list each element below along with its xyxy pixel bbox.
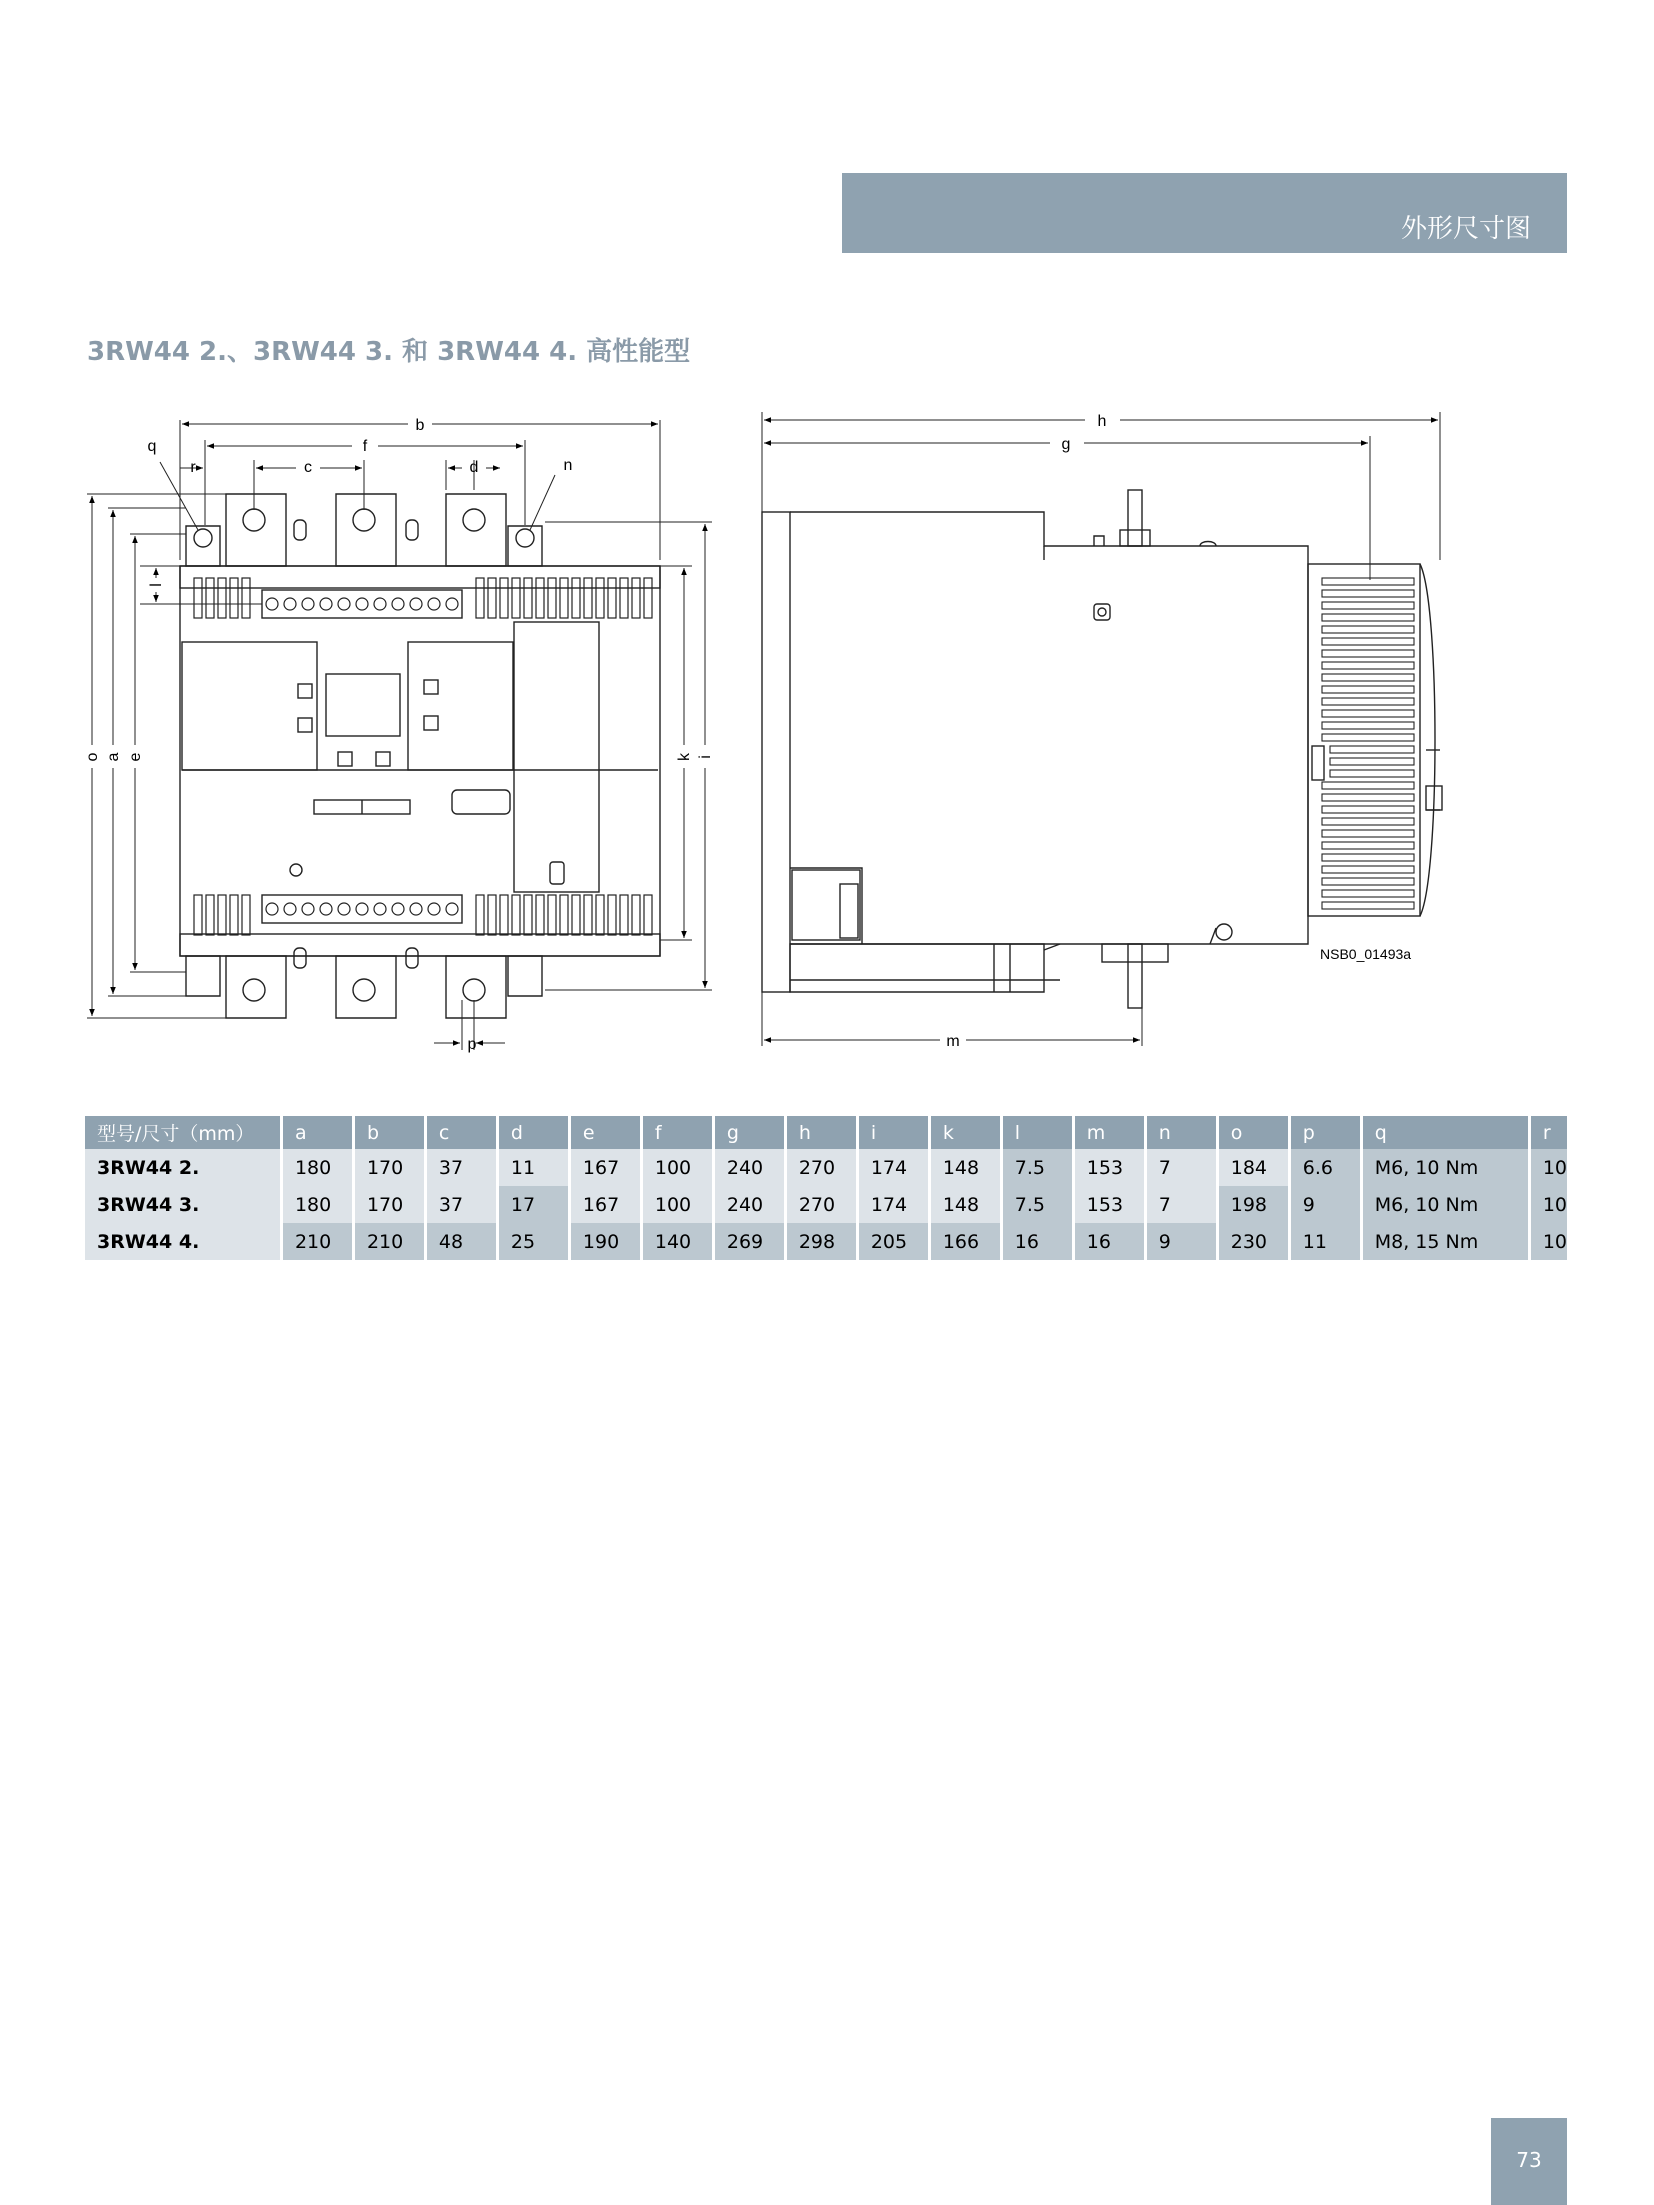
dim-label-p: p bbox=[467, 1036, 477, 1053]
table-cell: 240 bbox=[713, 1149, 785, 1186]
table-cell: 205 bbox=[857, 1223, 929, 1260]
table-header: 型号/尺寸（mm） bbox=[85, 1116, 281, 1149]
table-cell: 167 bbox=[569, 1186, 641, 1223]
table-cell: 7.5 bbox=[1001, 1149, 1073, 1186]
table-cell: M6, 10 Nm bbox=[1361, 1149, 1529, 1186]
table-cell: 10 bbox=[1529, 1186, 1567, 1223]
table-cell: 269 bbox=[713, 1223, 785, 1260]
dim-label-l: l bbox=[148, 583, 165, 587]
dimensions-table bbox=[85, 1116, 1567, 1260]
page-number-box bbox=[1491, 2118, 1567, 2205]
table-cell: 11 bbox=[1289, 1223, 1361, 1260]
table-cell: 11 bbox=[497, 1149, 569, 1186]
side-view bbox=[762, 490, 1442, 1008]
page-number: 73 bbox=[1516, 2148, 1542, 2172]
table-cell: 298 bbox=[785, 1223, 857, 1260]
side-dimension-labels bbox=[946, 413, 1411, 1050]
table-cell: 100 bbox=[641, 1149, 713, 1186]
table-cell: 184 bbox=[1217, 1149, 1289, 1186]
table-cell: 9 bbox=[1145, 1223, 1217, 1260]
dim-label-a: a bbox=[105, 752, 122, 762]
table-cell: 270 bbox=[785, 1186, 857, 1223]
table-cell: 230 bbox=[1217, 1223, 1289, 1260]
dim-label-e: e bbox=[127, 752, 144, 762]
table-cell: 48 bbox=[425, 1223, 497, 1260]
table-cell: 17 bbox=[497, 1186, 569, 1223]
table-cell: 6.6 bbox=[1289, 1149, 1361, 1186]
dim-label-h: h bbox=[1097, 413, 1107, 430]
table-header: f bbox=[641, 1116, 713, 1149]
dim-label-g: g bbox=[1061, 436, 1071, 453]
table-header: n bbox=[1145, 1116, 1217, 1149]
table-cell: 270 bbox=[785, 1149, 857, 1186]
table-cell: 240 bbox=[713, 1186, 785, 1223]
table-cell: 7 bbox=[1145, 1149, 1217, 1186]
table-cell: 3RW44 2. bbox=[85, 1149, 281, 1186]
table-cell: 37 bbox=[425, 1186, 497, 1223]
table-header: l bbox=[1001, 1116, 1073, 1149]
table-header: a bbox=[281, 1116, 353, 1149]
table-cell: 153 bbox=[1073, 1149, 1145, 1186]
table-cell: M6, 10 Nm bbox=[1361, 1186, 1529, 1223]
section-title: 3RW44 2.、3RW44 3. 和 3RW44 4. 高性能型 bbox=[87, 337, 691, 367]
dim-label-k: k bbox=[676, 753, 693, 761]
dim-label-o: o bbox=[84, 752, 101, 762]
table-cell: 140 bbox=[641, 1223, 713, 1260]
table-cell: 170 bbox=[353, 1149, 425, 1186]
dim-label-c: c bbox=[304, 459, 312, 476]
table-cell: 7.5 bbox=[1001, 1186, 1073, 1223]
table-header: q bbox=[1361, 1116, 1529, 1149]
table-cell: 7 bbox=[1145, 1186, 1217, 1223]
dim-label-n: n bbox=[563, 457, 573, 474]
dim-label-d: d bbox=[469, 459, 479, 476]
table-header: k bbox=[929, 1116, 1001, 1149]
drawing-code: NSB0_01493a bbox=[1320, 946, 1412, 962]
table-header: d bbox=[497, 1116, 569, 1149]
table-cell: 3RW44 4. bbox=[85, 1223, 281, 1260]
table-cell: 37 bbox=[425, 1149, 497, 1186]
dimension-drawing bbox=[0, 0, 1654, 1080]
table-cell: 148 bbox=[929, 1186, 1001, 1223]
table-cell: 25 bbox=[497, 1223, 569, 1260]
table-cell: 210 bbox=[353, 1223, 425, 1260]
table-cell: 174 bbox=[857, 1186, 929, 1223]
table-cell: 166 bbox=[929, 1223, 1001, 1260]
table-cell: 3RW44 3. bbox=[85, 1186, 281, 1223]
table-row bbox=[85, 1149, 1567, 1186]
table-row bbox=[85, 1186, 1567, 1223]
table-header: p bbox=[1289, 1116, 1361, 1149]
header-title: 外形尺寸图 bbox=[1400, 214, 1531, 244]
table-header: o bbox=[1217, 1116, 1289, 1149]
table-cell: 148 bbox=[929, 1149, 1001, 1186]
table-cell: 153 bbox=[1073, 1186, 1145, 1223]
table-cell: 180 bbox=[281, 1186, 353, 1223]
table-header: e bbox=[569, 1116, 641, 1149]
front-view bbox=[180, 494, 660, 1018]
table-header: b bbox=[353, 1116, 425, 1149]
table-row bbox=[85, 1223, 1567, 1260]
dim-label-b: b bbox=[415, 417, 425, 434]
table-cell: 100 bbox=[641, 1186, 713, 1223]
table-header: m bbox=[1073, 1116, 1145, 1149]
table-cell: 174 bbox=[857, 1149, 929, 1186]
table-header: g bbox=[713, 1116, 785, 1149]
front-dimension-labels bbox=[84, 417, 714, 1053]
table-cell: 10 bbox=[1529, 1149, 1567, 1186]
table-header: r bbox=[1529, 1116, 1567, 1149]
table-header: c bbox=[425, 1116, 497, 1149]
dim-label-r: r bbox=[190, 459, 196, 476]
dim-label-q: q bbox=[147, 438, 157, 455]
table-cell: 16 bbox=[1073, 1223, 1145, 1260]
table-cell: 16 bbox=[1001, 1223, 1073, 1260]
dim-label-m: m bbox=[946, 1033, 960, 1050]
table-cell: 180 bbox=[281, 1149, 353, 1186]
table-header: i bbox=[857, 1116, 929, 1149]
table-cell: 190 bbox=[569, 1223, 641, 1260]
table-cell: 210 bbox=[281, 1223, 353, 1260]
table-header-row bbox=[85, 1116, 1567, 1149]
table-cell: M8, 15 Nm bbox=[1361, 1223, 1529, 1260]
table-cell: 167 bbox=[569, 1149, 641, 1186]
table-header: h bbox=[785, 1116, 857, 1149]
table-cell: 9 bbox=[1289, 1186, 1361, 1223]
dim-label-i: i bbox=[697, 755, 714, 759]
table-cell: 198 bbox=[1217, 1186, 1289, 1223]
table-cell: 170 bbox=[353, 1186, 425, 1223]
table-cell: 10 bbox=[1529, 1223, 1567, 1260]
dim-label-f: f bbox=[362, 438, 368, 455]
